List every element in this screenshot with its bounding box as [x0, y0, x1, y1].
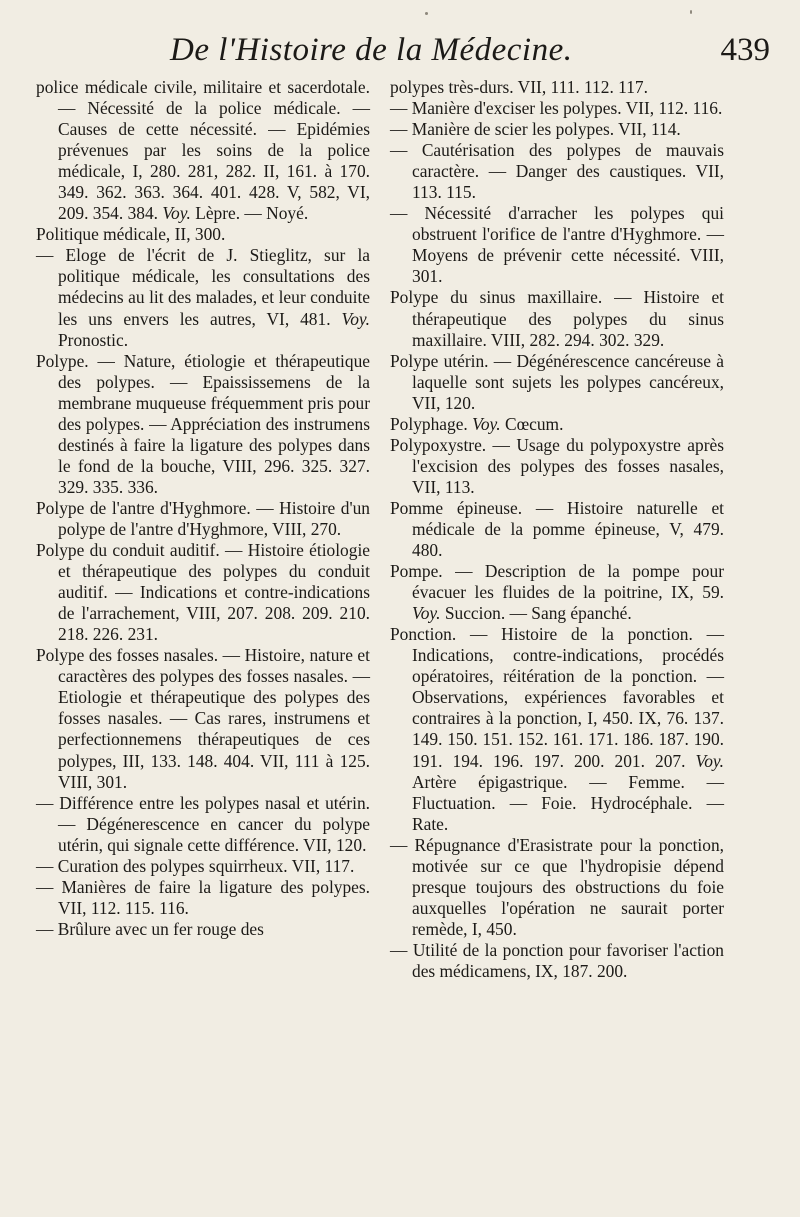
page-header	[150, 28, 770, 78]
index-entry: — Curation des polypes squirrheux. VII, 117.	[36, 855, 355, 876]
index-entry: Politique médicale, II, 300.	[36, 224, 226, 245]
page-number: 439	[720, 32, 770, 68]
index-entry: — Manière de scier les polypes. VII, 114.	[390, 119, 681, 140]
cross-reference-marker: Voy.	[472, 413, 501, 434]
cross-reference-marker: Voy.	[341, 308, 370, 329]
index-entry: Polype des fosses nasales. — Histoire, nature et caractères des polypes des fosses nasales. — Etiologie et thérapeutique des polypes des fosses nasales. — Cas rares, instrumens et perfectionnemens thérapeutiques de ces polypes, III, 133. 148. 404. VII, 111 à 125. VIII, 301.	[36, 645, 370, 792]
paper-speck	[690, 10, 692, 14]
index-entry: — Utilité de la ponction pour favoriser l'action des médicamens, IX, 187. 200.	[390, 939, 724, 981]
index-entry: police médicale civile, militaire et sacerdotale. — Nécessité de la police médicale. — Causes de cette nécessité. — Epidémies prévenues par les soins de la police médicale, I, 280. 281, 282. II, 161. à 170. 349. 362. 363. 364. 401. 428. V, 582, VI, 209. 354. 384. Voy. Lèpre. — Noyé.	[36, 77, 370, 224]
index-entry: Polype utérin. — Dégénérescence cancéreuse à laquelle sont sujets les polypes cancéreux, VII, 120.	[390, 350, 724, 413]
cross-reference-marker: Voy.	[162, 203, 191, 224]
index-entry: — Manière d'exciser les polypes. VII, 112. 116.	[390, 98, 723, 119]
cross-reference-marker: Voy.	[412, 603, 441, 624]
index-entry: — Brûlure avec un fer rouge des	[36, 918, 264, 939]
index-entry: — Nécessité d'arracher les polypes qui obstruent l'orifice de l'antre d'Hyghmore. — Moyens de prévenir cette nécessité. VIII, 301.	[390, 203, 724, 287]
index-entry: Ponction. — Histoire de la ponction. — Indications, contre-indications, procédés opératoires, réitération de la ponction. — Observations, expériences favorables et contraires à la ponction, I, 450. IX, 76. 137. 149. 150. 151. 152. 161. 171. 186. 187. 190. 191. 194. 196. 197. 200. 201. 207. Voy. Artère épigastrique. — Femme. — Fluctuation. — Foie. Hydrocéphale. — Rate.	[390, 624, 724, 834]
index-entry: — Manières de faire la ligature des polypes. VII, 112. 115. 116.	[36, 876, 370, 918]
index-entry: Pompe. — Description de la pompe pour évacuer les fluides de la poitrine, IX, 59. Voy. Succion. — Sang épanché.	[390, 561, 724, 624]
index-entry: Polype de l'antre d'Hyghmore. — Histoire d'un polype de l'antre d'Hyghmore, VIII, 270.	[36, 497, 370, 539]
index-entry: polypes très-durs. VII, 111. 112. 117.	[390, 77, 648, 97]
index-entry: Pomme épineuse. — Histoire naturelle et médicale de la pomme épineuse, V, 479. 480.	[390, 497, 724, 561]
index-entry: — Cautérisation des polypes de mauvais caractère. — Danger des caustiques. VII, 113. 115.	[390, 140, 724, 203]
right-column	[390, 77, 724, 982]
running-title: De l'Histoire de la Médecine.	[170, 32, 573, 68]
left-column	[36, 77, 370, 940]
index-entry: — Différence entre les polypes nasal et utérin. — Dégénerescence en cancer du polype utérin, qui signale cette différence. VII, 120.	[36, 792, 370, 855]
index-entry: Polype du sinus maxillaire. — Histoire et thérapeutique des polypes du sinus maxillaire. VIII, 282. 294. 302. 329.	[390, 287, 724, 350]
index-entry: Polypoxystre. — Usage du polypoxystre après l'excision des polypes des fosses nasales, VII, 113.	[390, 434, 724, 497]
index-entry: Polype du conduit auditif. — Histoire étiologie et thérapeutique des polypes du conduit auditif. — Indications et contre-indications de l'arrachement, VIII, 207. 208. 209. 210. 218. 226. 231.	[36, 540, 370, 645]
index-entry: Polyphage. Voy. Cœcum.	[390, 413, 564, 434]
index-entry: Polype. — Nature, étiologie et thérapeutique des polypes. — Epaississemens de la membrane muqueuse fréquemment pris pour des polypes. — Appréciation des instrumens destinés à faire la ligature des polypes dans le fond de la bouche, VIII, 296. 325. 327. 329. 335. 336.	[36, 350, 370, 497]
paper-speck	[425, 12, 428, 15]
cross-reference-marker: Voy.	[695, 750, 724, 771]
index-entry: — Eloge de l'écrit de J. Stieglitz, sur la politique médicale, les consultations des médecins au lit des malades, et leur conduite les uns envers les autres, VI, 481. Voy. Pronostic.	[36, 245, 370, 350]
index-entry: — Répugnance d'Erasistrate pour la ponction, motivée sur ce que l'hydropisie dépend presque toujours des obstructions du foie auxquelles l'opération ne saurait porter remède, I, 450.	[390, 834, 724, 939]
